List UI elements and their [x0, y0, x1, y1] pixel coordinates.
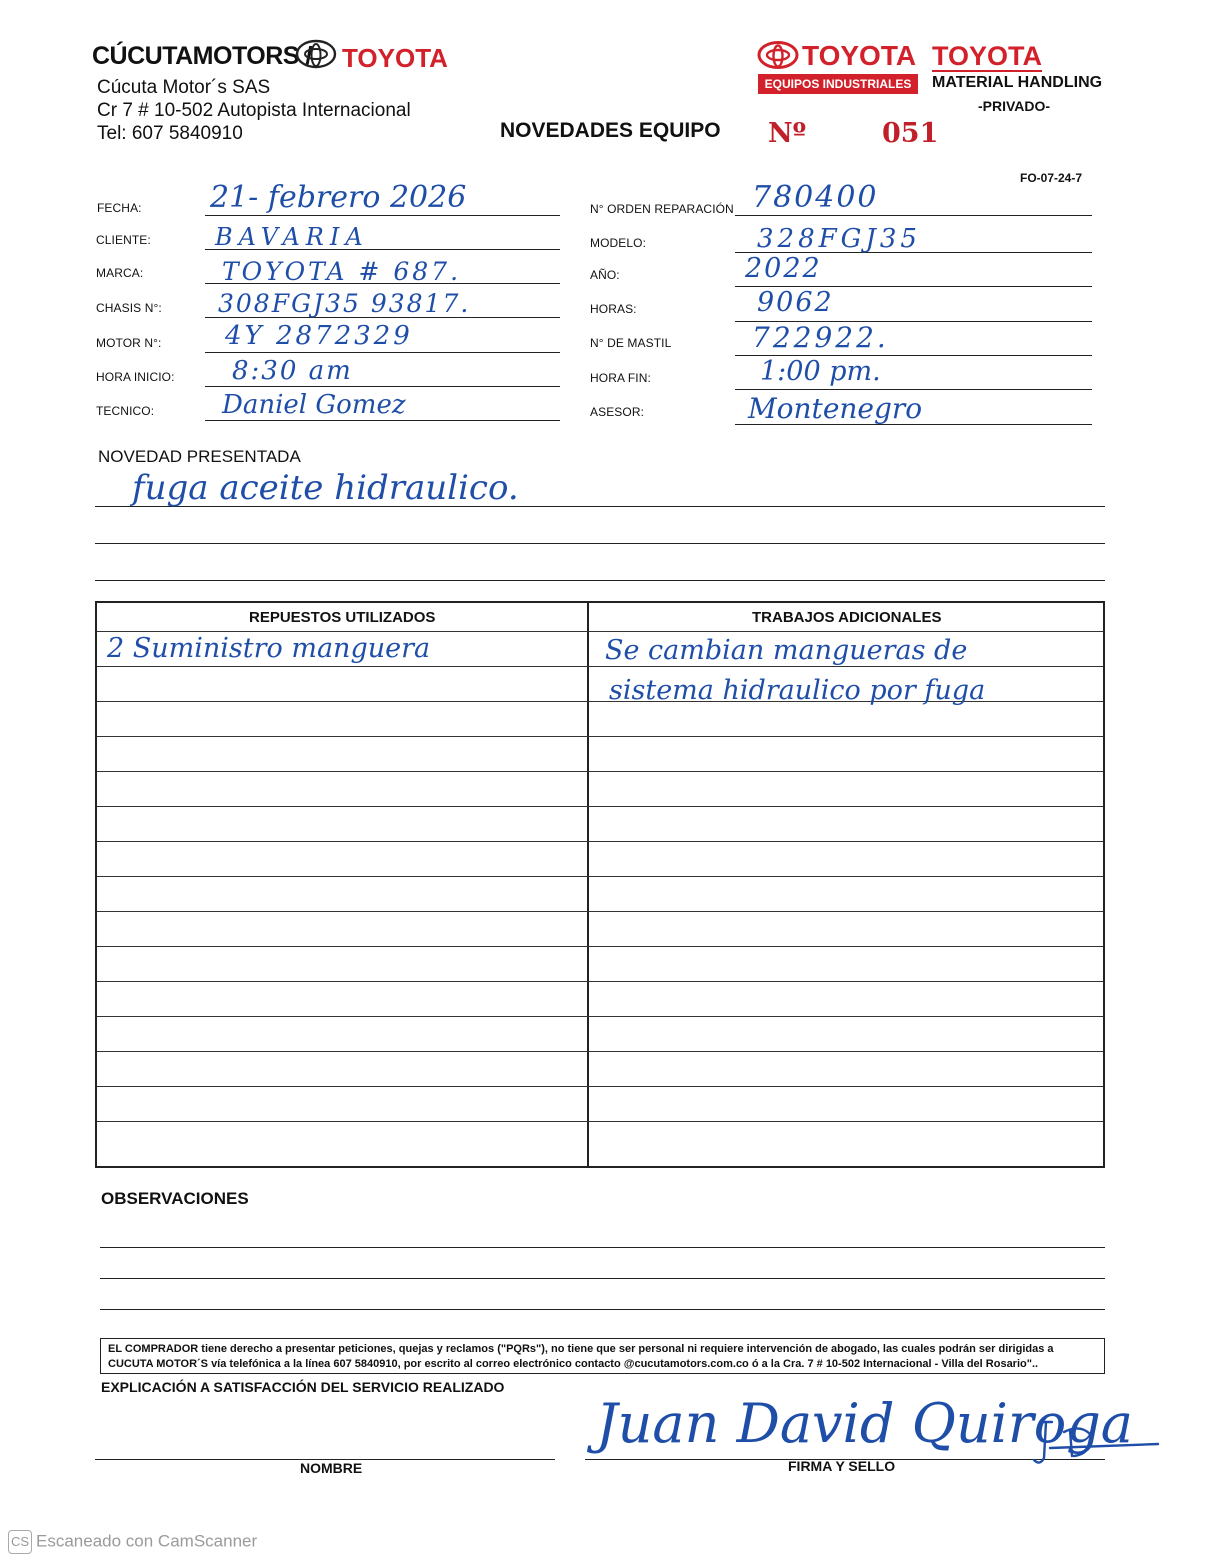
hora-inicio-value: 8:30 am [232, 356, 353, 386]
table-row [97, 841, 1103, 842]
marca-value: TOYOTA # 687. [222, 257, 462, 286]
trabajo-row-2: sistema hidraulico por fuga [609, 675, 986, 706]
ano-value: 2022 [745, 253, 822, 284]
marca-label: MARCA: [96, 266, 144, 280]
mastil-value: 722922. [752, 321, 889, 354]
repuestos-trabajos-table [95, 601, 1105, 1168]
table-row [97, 876, 1103, 877]
table-row [97, 1086, 1103, 1087]
material-handling: MATERIAL HANDLING [932, 74, 1103, 91]
tecnico-underline [205, 420, 560, 421]
ano-label: AÑO: [590, 268, 620, 282]
form-title: NOVEDADES EQUIPO [500, 119, 721, 142]
table-row [97, 806, 1103, 807]
privado-label: -PRIVADO- [978, 98, 1051, 114]
explicacion-label: EXPLICACIÓN A SATISFACCIÓN DEL SERVICIO REALIZADO [101, 1379, 505, 1395]
equipos-industriales-badge: EQUIPOS INDUSTRIALES [758, 74, 918, 94]
tecnico-label: TECNICO: [96, 404, 155, 418]
motor-label: MOTOR N°: [96, 336, 162, 350]
observaciones-line-3 [100, 1309, 1105, 1310]
firma-label: FIRMA Y SELLO [788, 1458, 896, 1474]
orden-underline [735, 215, 1092, 216]
form-code: FO-07-24-7 [1020, 171, 1083, 185]
modelo-value: 328FGJ35 [757, 224, 921, 254]
toyota-logo-icon [295, 38, 337, 70]
chasis-label: CHASIS N°: [96, 301, 162, 315]
fecha-label: FECHA: [97, 201, 142, 215]
pqr-notice-line-2: CUCUTA MOTOR´S vía telefónica a la línea 607 5840910, por escrito al correo electrónico contacto @cucutamotors.com.co ó a la Cra. 7 # 10-502 Internacional - Villa del Rosario".. [108, 1358, 1039, 1370]
company-name: Cúcuta Motor´s SAS [97, 77, 271, 98]
table-row [97, 911, 1103, 912]
horas-value: 9062 [757, 287, 834, 318]
table-row [97, 1016, 1103, 1017]
hora-fin-label: HORA FIN: [590, 371, 651, 385]
orden-label: N° ORDEN REPARACIÓN [590, 202, 734, 216]
chasis-value: 308FGJ35 93817. [218, 289, 471, 318]
repuesto-row-1: 2 Suministro manguera [107, 633, 431, 664]
brand-left-text: CÚCUTAMOTORS / [92, 42, 312, 70]
motor-value: 4Y 2872329 [225, 321, 413, 351]
novedad-line-3 [95, 580, 1105, 581]
novedad-label: NOVEDAD PRESENTADA [98, 447, 301, 466]
table-row [97, 631, 1103, 632]
hora-fin-underline [735, 389, 1092, 390]
trabajo-row-1: Se cambian mangueras de [605, 635, 968, 666]
fecha-underline [205, 215, 560, 216]
novedad-text: fuga aceite hidraulico. [132, 468, 519, 508]
nombre-label: NOMBRE [300, 1460, 363, 1476]
toyota-logo-right-icon [757, 40, 799, 70]
table-row [97, 666, 1103, 667]
cliente-value: BAVARIA [215, 223, 369, 251]
observaciones-line-2 [100, 1278, 1105, 1279]
modelo-label: MODELO: [590, 236, 647, 250]
hora-inicio-label: HORA INICIO: [96, 370, 175, 384]
table-row [97, 946, 1103, 947]
table-row [97, 1121, 1103, 1122]
brand-toyota-left: TOYOTA [342, 43, 448, 73]
brand-toyota-right-2: TOYOTA [932, 41, 1043, 71]
number-label: Nº [768, 118, 807, 149]
brand-toyota-right: TOYOTA [802, 40, 917, 71]
asesor-label: ASESOR: [590, 405, 645, 419]
table-row [97, 736, 1103, 737]
hora-inicio-underline [205, 386, 560, 387]
asesor-value: Montenegro [748, 392, 923, 425]
firma-signature: Juan David Quiroga [596, 1392, 1133, 1455]
table-row [97, 1051, 1103, 1052]
table-divider [587, 603, 589, 1166]
brand-cucutamotors [92, 42, 312, 71]
company-phone: Tel: 607 5840910 [97, 123, 243, 144]
camscanner-text: Escaneado con CamScanner [36, 1531, 258, 1551]
form-number: 051 [882, 118, 939, 149]
novedad-line-2 [95, 543, 1105, 544]
observaciones-line-1 [100, 1247, 1105, 1248]
camscanner-footer [8, 1530, 257, 1554]
tecnico-value: Daniel Gomez [222, 390, 406, 420]
mastil-label: N° DE MASTIL [590, 336, 672, 350]
table-row [97, 771, 1103, 772]
motor-underline [205, 352, 560, 353]
signature-flourish-icon [1030, 1410, 1160, 1470]
table-row [97, 981, 1103, 982]
camscanner-icon: CS [8, 1530, 32, 1554]
hora-fin-value: 1:00 pm. [760, 356, 881, 387]
cliente-label: CLIENTE: [96, 233, 151, 247]
pqr-notice [100, 1338, 1105, 1374]
company-address: Cr 7 # 10-502 Autopista Internacional [97, 100, 411, 121]
observaciones-label: OBSERVACIONES [101, 1189, 249, 1208]
trabajos-header: TRABAJOS ADICIONALES [752, 609, 942, 626]
repuestos-header: REPUESTOS UTILIZADOS [249, 609, 436, 626]
horas-label: HORAS: [590, 302, 637, 316]
orden-value: 780400 [752, 180, 879, 215]
pqr-notice-line-1: EL COMPRADOR tiene derecho a presentar peticiones, quejas y reclamos ("PQRs"), no tiene que ser personal ni requiere intervención de abogado, las cuales podrán ser dirigidas a [108, 1343, 1054, 1355]
fecha-value: 21- febrero 2026 [210, 180, 467, 215]
